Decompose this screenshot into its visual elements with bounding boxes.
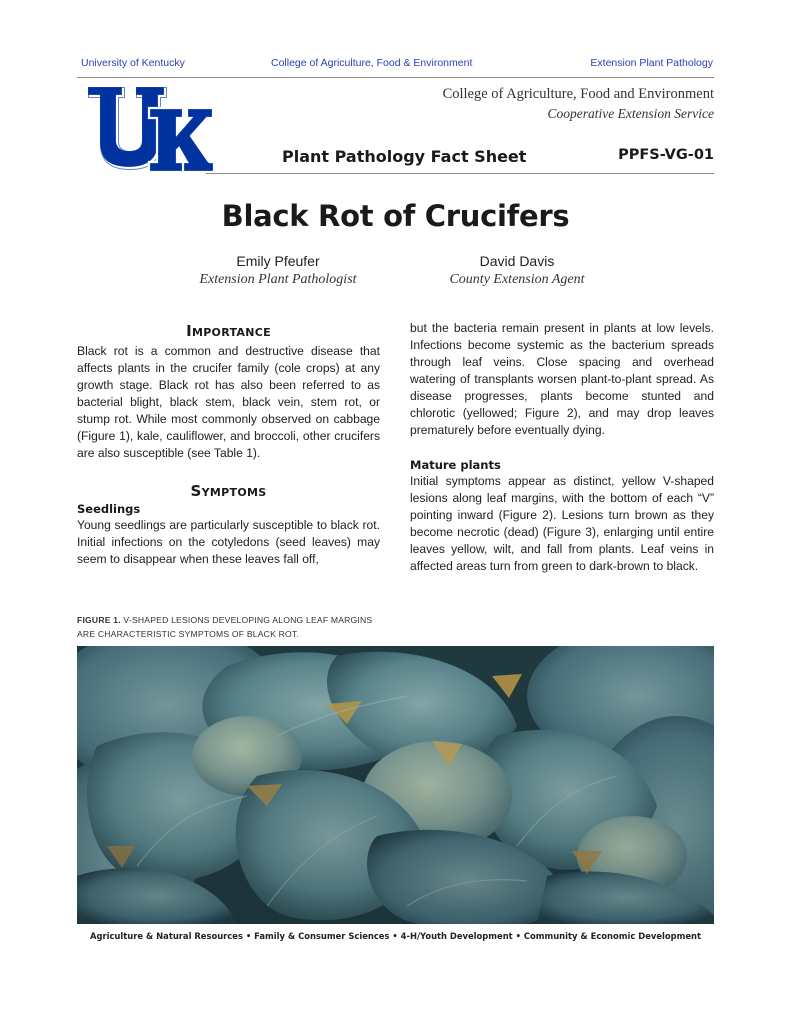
right-column <box>410 320 714 575</box>
uk-logo <box>83 82 215 174</box>
left-column <box>77 322 380 568</box>
author-name-2: David Davis <box>479 253 555 269</box>
figure-label: FIGURE 1. <box>77 615 121 625</box>
link-university-of-kentucky[interactable]: University of Kentucky <box>81 57 185 69</box>
author-role-2: County Extension Agent <box>449 272 585 287</box>
header-bottom-rule <box>206 173 714 174</box>
importance-heading: Importance <box>186 322 271 340</box>
author-name-1: Emily Pfeufer <box>236 253 320 269</box>
page-title: Black Rot of Crucifers <box>221 199 570 233</box>
link-college[interactable]: College of Agriculture, Food & Environment <box>271 57 473 69</box>
figure-caption-text: V-SHAPED LESIONS DEVELOPING ALONG LEAF MARGINS ARE CHARACTERISTIC SYMPTOMS OF BLACK ROT. <box>77 615 373 639</box>
fact-sheet-code: PPFS-VG-01 <box>618 147 714 163</box>
header-top-rule <box>77 77 714 78</box>
footer-program-areas: Agriculture & Natural Resources • Family & Consumer Sciences • 4-H/Youth Development • Community & Economic Development <box>89 931 702 941</box>
seedlings-text: Young seedlings are particularly susceptible to black rot. Initial infections on the cotyledons (seed leaves) may seem to disappear when these leaves fall off, <box>77 518 380 566</box>
seedlings-heading: Seedlings <box>77 502 141 516</box>
importance-text: Black rot is a common and destructive disease that affects plants in the crucifer family (cole crops) at any growth stage. Black rot has also been referred to as bacterial blight, black stem, black vein, stem rot, or stump rot. While most commonly observed on cabbage (Figure 1), kale, cauliflower, and broccoli, other crucifers are also susceptible (see Table 1). <box>77 344 380 460</box>
figure-caption <box>77 613 387 641</box>
symptoms-continued-text: but the bacteria remain present in plants at low levels. Infections become systemic as the bacterium spreads through leaf veins. Close spacing and overhead watering of transplants worsen plant-to-plant spread. As disease progresses, plants become stunted and chlorotic (yellowed; Figure 2), and may drop leaves prematurely before eventually dying. <box>410 321 714 437</box>
link-extension-plant-pathology[interactable]: Extension Plant Pathology <box>590 57 713 69</box>
mature-plants-heading: Mature plants <box>410 458 501 472</box>
extension-service: Cooperative Extension Service <box>547 106 714 121</box>
figure-1-cabbage-photo <box>77 646 714 924</box>
symptoms-heading: Symptoms <box>190 482 267 500</box>
fact-sheet-label: Plant Pathology Fact Sheet <box>282 147 527 166</box>
author-role-1: Extension Plant Pathologist <box>199 272 357 287</box>
mature-plants-text: Initial symptoms appear as distinct, yellow V-shaped lesions along leaf margins, with the bottom of each “V” pointing inward (Figure 2). Lesions turn brown as they become necrotic (dead) (Figure 3), enlarging until entire leaves yellow, wilt, and fall from plants. Leaf veins in affected areas turn from green to dark-brown to black. <box>410 474 714 573</box>
registered-mark: ® <box>203 160 210 170</box>
college-name: College of Agriculture, Food and Environment <box>442 86 714 102</box>
